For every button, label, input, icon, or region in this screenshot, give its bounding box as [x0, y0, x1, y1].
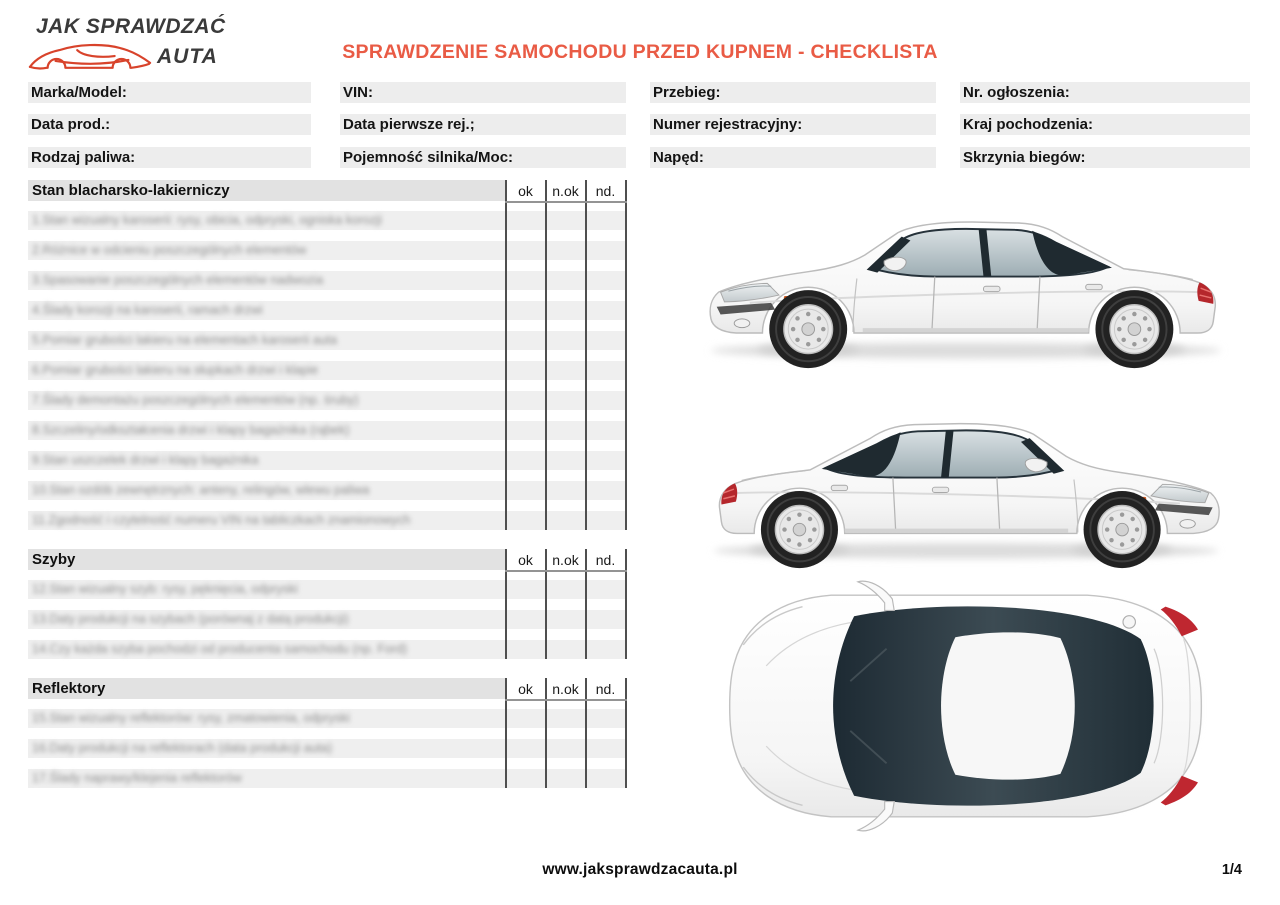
field-rodzaj-paliwa[interactable] [28, 147, 311, 168]
checkbox-cell-ok[interactable] [506, 511, 545, 530]
checkbox-cell-n.ok[interactable] [546, 769, 585, 788]
car-top-view [697, 578, 1229, 834]
checklist-item-text-blurred: 17.Ślady naprawy/klejenia reflektorów [32, 771, 242, 785]
checklist-row [28, 211, 626, 230]
column-header-nd.: nd. [595, 552, 616, 568]
checkbox-cell-nd.[interactable] [586, 271, 625, 290]
checkbox-cell-ok[interactable] [506, 709, 545, 728]
checkbox-cell-nd.[interactable] [586, 769, 625, 788]
checklist-row [28, 391, 626, 410]
checklist-row [28, 331, 626, 350]
checklist-item-text-blurred: 5.Pomiar grubości lakieru na elementach karoserii auta [32, 333, 338, 347]
checkbox-cell-n.ok[interactable] [546, 271, 585, 290]
checkbox-cell-nd.[interactable] [586, 211, 625, 230]
checkbox-cell-n.ok[interactable] [546, 451, 585, 470]
field-label: Data pierwsze rej.; [343, 116, 475, 133]
table-column-line [585, 549, 587, 659]
field-label: Numer rejestracyjny: [653, 116, 803, 133]
table-column-line [585, 678, 587, 788]
footer-website-link[interactable]: www.jaksprawdzacauta.pl [542, 861, 738, 878]
column-header-n.ok: n.ok [552, 552, 579, 568]
checklist-row [28, 709, 626, 728]
checkbox-cell-n.ok[interactable] [546, 640, 585, 659]
car-side-view-facing-left [688, 186, 1240, 371]
checkbox-cell-nd.[interactable] [586, 640, 625, 659]
field-data-pierwsze-rej[interactable] [340, 114, 626, 135]
checklist-row [28, 451, 626, 470]
field-naped[interactable] [650, 147, 936, 168]
checkbox-cell-n.ok[interactable] [546, 211, 585, 230]
field-label: Data prod.: [31, 116, 111, 133]
checkbox-cell-ok[interactable] [506, 271, 545, 290]
checkbox-cell-nd.[interactable] [586, 511, 625, 530]
checkbox-cell-n.ok[interactable] [546, 481, 585, 500]
checkbox-cell-ok[interactable] [506, 211, 545, 230]
table-column-line [505, 549, 507, 659]
checkbox-cell-ok[interactable] [506, 640, 545, 659]
checklist-row [28, 241, 626, 260]
checkbox-cell-ok[interactable] [506, 739, 545, 758]
checklist-row [28, 640, 626, 659]
section-title: Szyby [32, 551, 76, 568]
checkbox-cell-n.ok[interactable] [546, 580, 585, 599]
table-column-line [625, 678, 627, 788]
field-label: Rodzaj paliwa: [31, 149, 136, 166]
checkbox-cell-n.ok[interactable] [546, 331, 585, 350]
checkbox-cell-nd.[interactable] [586, 421, 625, 440]
header-underline [505, 201, 627, 203]
checkbox-cell-nd.[interactable] [586, 451, 625, 470]
checkbox-cell-ok[interactable] [506, 580, 545, 599]
checklist-item-text-blurred: 7.Ślady demontażu poszczególnych elementów (np. śruby) [32, 393, 359, 407]
checklist [28, 180, 628, 807]
section-szyby [28, 549, 628, 659]
column-header-ok: ok [518, 552, 533, 568]
field-kraj-pochodzenia[interactable] [960, 114, 1250, 135]
field-nr-ogloszenia[interactable] [960, 82, 1250, 103]
field-label: Pojemność silnika/Moc: [343, 149, 514, 166]
section-title: Reflektory [32, 680, 106, 697]
column-header-n.ok: n.ok [552, 681, 579, 697]
checklist-row [28, 610, 626, 629]
checkbox-cell-ok[interactable] [506, 361, 545, 380]
checkbox-cell-ok[interactable] [506, 331, 545, 350]
checkbox-cell-nd.[interactable] [586, 361, 625, 380]
checklist-item-text-blurred: 6.Pomiar grubości lakieru na słupkach drzwi i klapie [32, 363, 319, 377]
header-underline [505, 699, 627, 701]
checkbox-cell-ok[interactable] [506, 301, 545, 320]
field-marka-model[interactable] [28, 82, 311, 103]
column-header-nd.: nd. [595, 183, 616, 199]
checklist-item-text-blurred: 16.Daty produkcji na reflektorach (data produkcji auta) [32, 741, 333, 755]
checklist-item-text-blurred: 9.Stan uszczelek drzwi i klapy bagażnika [32, 453, 259, 467]
field-label: Napęd: [653, 149, 704, 166]
checklist-row [28, 421, 626, 440]
checkbox-cell-n.ok[interactable] [546, 391, 585, 410]
checklist-row [28, 769, 626, 788]
table-column-line [625, 549, 627, 659]
logo-text-line2: AUTA [157, 45, 218, 68]
checkbox-cell-nd.[interactable] [586, 739, 625, 758]
checkbox-cell-nd.[interactable] [586, 331, 625, 350]
checkbox-cell-ok[interactable] [506, 769, 545, 788]
checklist-item-text-blurred: 14.Czy każda szyba pochodzi od producenta samochodu (np. Ford) [32, 642, 408, 656]
checkbox-cell-nd.[interactable] [586, 241, 625, 260]
checkbox-cell-n.ok[interactable] [546, 241, 585, 260]
table-column-line [505, 180, 507, 530]
field-label: VIN: [343, 84, 373, 101]
checklist-item-text-blurred: 13.Daty produkcji na szybach (porównaj z datą produkcji) [32, 612, 349, 626]
checkbox-cell-nd.[interactable] [586, 610, 625, 629]
checkbox-cell-nd.[interactable] [586, 301, 625, 320]
checklist-row [28, 301, 626, 320]
checkbox-cell-n.ok[interactable] [546, 421, 585, 440]
checklist-item-text-blurred: 10.Stan ozdób zewnętrznych: anteny, relingów, wlewu paliwa [32, 483, 370, 497]
section-header [28, 180, 628, 201]
table-column-line [545, 549, 547, 659]
field-label: Skrzynia biegów: [963, 149, 1086, 166]
checklist-row [28, 481, 626, 500]
checklist-item-text-blurred: 12.Stan wizualny szyb: rysy, pęknięcia, odpryski [32, 582, 298, 596]
checkbox-cell-nd.[interactable] [586, 391, 625, 410]
checklist-item-text-blurred: 8.Szczeliny/odkształcenia drzwi i klapy bagażnika (rąbek) [32, 423, 350, 437]
checkbox-cell-ok[interactable] [506, 451, 545, 470]
car-side-view-facing-right [692, 388, 1244, 571]
checklist-row [28, 361, 626, 380]
field-skrzynia-biegow[interactable] [960, 147, 1250, 168]
section-title: Stan blacharsko-lakierniczy [32, 182, 230, 199]
section-header [28, 678, 628, 699]
column-header-ok: ok [518, 681, 533, 697]
checklist-row [28, 580, 626, 599]
checkbox-cell-ok[interactable] [506, 391, 545, 410]
checkbox-cell-n.ok[interactable] [546, 301, 585, 320]
checkbox-cell-ok[interactable] [506, 241, 545, 260]
field-numer-rejestracyjny[interactable] [650, 114, 936, 135]
field-label: Kraj pochodzenia: [963, 116, 1094, 133]
field-vin[interactable] [340, 82, 626, 103]
checklist-row [28, 511, 626, 530]
checklist-item-text-blurred: 2.Różnice w odcieniu poszczególnych elementów [32, 243, 307, 257]
checkbox-cell-nd.[interactable] [586, 709, 625, 728]
checklist-item-text-blurred: 4.Ślady korozji na karoserii, ramach drzwi [32, 303, 263, 317]
checkbox-cell-nd.[interactable] [586, 580, 625, 599]
section-stan-blacharsko-lakierniczy [28, 180, 628, 530]
logo-text-line1: JAK SPRAWDZAĆ [36, 15, 226, 38]
table-column-line [505, 678, 507, 788]
field-label: Nr. ogłoszenia: [963, 84, 1070, 101]
column-header-nd.: nd. [595, 681, 616, 697]
field-data-prod[interactable] [28, 114, 311, 135]
field-label: Marka/Model: [31, 84, 127, 101]
field-przebieg[interactable] [650, 82, 936, 103]
checkbox-cell-n.ok[interactable] [546, 610, 585, 629]
checkbox-cell-ok[interactable] [506, 421, 545, 440]
page-title: SPRAWDZENIE SAMOCHODU PRZED KUPNEM - CHECKLISTA [342, 41, 938, 63]
checkbox-cell-n.ok[interactable] [546, 361, 585, 380]
header-underline [505, 570, 627, 572]
checklist-row [28, 271, 626, 290]
checklist-item-text-blurred: 1.Stan wizualny karoserii: rysy, obicia, odpryski, ogniska korozji [32, 213, 382, 227]
checklist-row [28, 739, 626, 758]
field-label: Przebieg: [653, 84, 721, 101]
column-header-n.ok: n.ok [552, 183, 579, 199]
checkbox-cell-n.ok[interactable] [546, 739, 585, 758]
table-column-line [545, 678, 547, 788]
table-column-line [625, 180, 627, 530]
checkbox-cell-ok[interactable] [506, 610, 545, 629]
column-header-ok: ok [518, 183, 533, 199]
checklist-item-text-blurred: 15.Stan wizualny reflektorów: rysy, zmatowienia, odpryski [32, 711, 350, 725]
table-column-line [585, 180, 587, 530]
checkbox-cell-n.ok[interactable] [546, 709, 585, 728]
checkbox-cell-nd.[interactable] [586, 481, 625, 500]
checkbox-cell-n.ok[interactable] [546, 511, 585, 530]
field-pojemnosc-silnika-moc[interactable] [340, 147, 626, 168]
checkbox-cell-ok[interactable] [506, 481, 545, 500]
checklist-item-text-blurred: 11.Zgodność i czytelność numeru VIN na tabliczkach znamionowych [32, 513, 411, 527]
checklist-item-text-blurred: 3.Spasowanie poszczególnych elementów nadwozia [32, 273, 324, 287]
table-column-line [545, 180, 547, 530]
section-header [28, 549, 628, 570]
section-reflektory [28, 678, 628, 788]
page-number: 1/4 [1221, 862, 1242, 878]
